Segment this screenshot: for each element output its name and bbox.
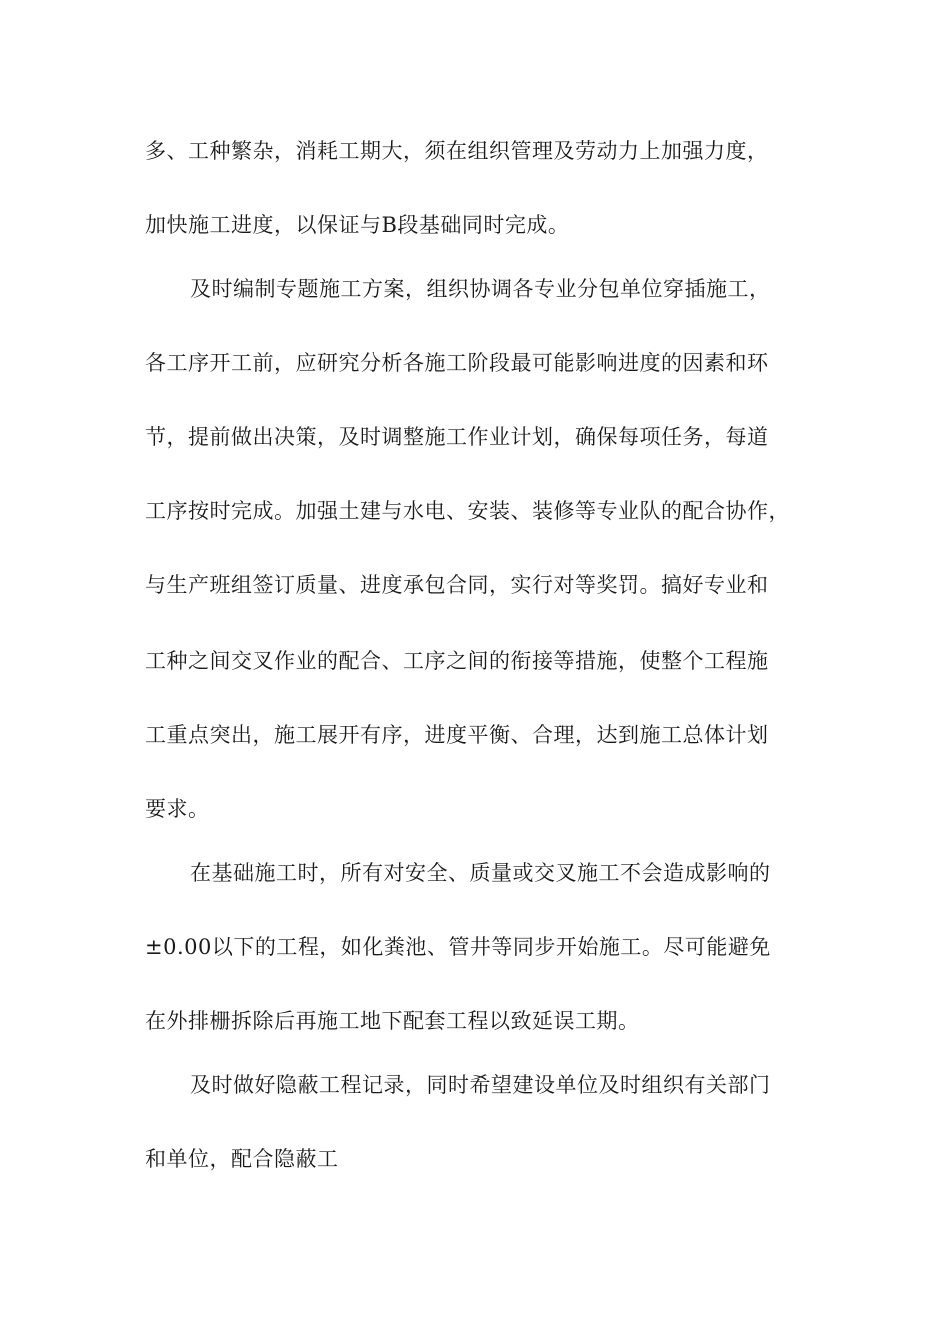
- paragraph-line: 与生产班组签订质量、进度承包合同，实行对等奖罚。搞好专业和: [145, 573, 769, 597]
- paragraph-line: 节，提前做出决策，及时调整施工作业计划，确保每项任务，每道: [145, 425, 769, 449]
- paragraph-line: 加快施工进度，以保证与B段基础同时完成。: [145, 213, 570, 237]
- paragraph-line: 工重点突出，施工展开有序，进度平衡、合理，达到施工总体计划: [145, 723, 769, 747]
- paragraph-line: 和单位，配合隐蔽工: [145, 1147, 339, 1171]
- paragraph-line: 各工序开工前，应研究分析各施工阶段最可能影响进度的因素和环: [145, 351, 769, 375]
- paragraph-line: 要求。: [145, 797, 210, 821]
- paragraph-line: 在外排栅拆除后再施工地下配套工程以致延误工期。: [145, 1009, 640, 1033]
- paragraph-line: 及时编制专题施工方案，组织协调各专业分包单位穿插施工，: [190, 277, 771, 301]
- paragraph-line: 工序按时完成。加强土建与水电、安装、装修等专业队的配合协作，: [145, 499, 790, 523]
- paragraph-line: ±0.00以下的工程，如化粪池、管井等同步开始施工。尽可能避免: [145, 935, 771, 959]
- paragraph-line: 工种之间交叉作业的配合、工序之间的衔接等措施，使整个工程施: [145, 649, 769, 673]
- paragraph-line: 多、工种繁杂，消耗工期大，须在组织管理及劳动力上加强力度，: [145, 139, 769, 163]
- paragraph-line: 在基础施工时，所有对安全、质量或交叉施工不会造成影响的: [190, 861, 771, 885]
- paragraph-line: 及时做好隐蔽工程记录，同时希望建设单位及时组织有关部门: [190, 1073, 771, 1097]
